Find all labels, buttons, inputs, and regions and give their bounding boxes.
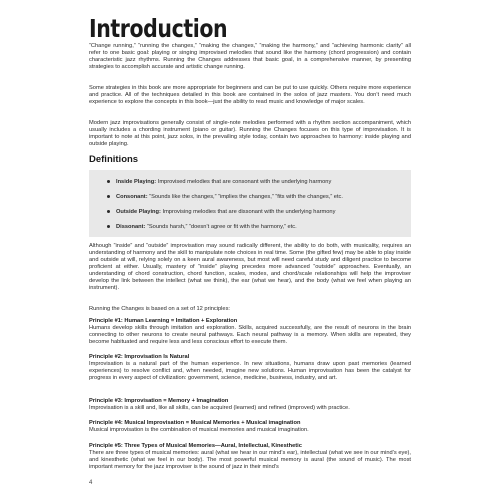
definitions-heading: Definitions xyxy=(89,154,139,165)
principle-heading: Principle #3: Improvisation = Memory + Imagination xyxy=(89,398,229,404)
principle-text: Musical improvisation is the combination of musical memories and musical imagination. xyxy=(89,427,309,434)
principle-text: There are three types of musical memories: aural (what we hear in our mind’s ear), intellectual (what we see in our mind’s eye), and kinesthetic (what we feel in our body). The most powerful musical memory is aural (the sound of music). The most important memory for the jazz improviser is the sound of jazz in their mind’s xyxy=(89,450,411,471)
bullet-icon xyxy=(107,195,110,198)
page-title: Introduction xyxy=(89,14,228,43)
body-paragraph-2 xyxy=(89,306,411,313)
intro-text-3: Modern jazz improvisations generally consist of single-note melodies performed with a rhythm section accompaniment, which usually includes a chording instrument (piano or guitar). Running the Changes focuses on this type of improvisation. It is important to note at this point, jazz solos, in the prevailing style today, contain two approaches to harmony: inside playing and outside playing. xyxy=(89,120,411,148)
principle-text: Humans develop skills through imitation and exploration. Skills, acquired successfully, are the result of neurons in the brain connecting to other neurons to create neural pathways. Each neural pathway is a memory. When skills are repeated, they become habituated and require less and less conscious effort to execute them. xyxy=(89,325,411,346)
principle-2 xyxy=(89,354,411,382)
definition-item: Consonant: “Sounds like the changes,” “implies the changes,” “fits with the changes,” etc. xyxy=(107,194,343,200)
definition-item: Inside Playing: Improvised melodies that are consonant with the underlying harmony xyxy=(107,179,331,185)
intro-paragraph-1 xyxy=(89,43,411,71)
definition-item: Outside Playing: Improvising melodies that are dissonant with the underlying harmony xyxy=(107,209,335,215)
body-text-2: Running the Changes is based on a set of 12 principles: xyxy=(89,306,231,312)
principle-heading: Principle #4: Musical Improvisation = Musical Memories + Musical imagination xyxy=(89,420,301,426)
body-text-1: Although “inside” and “outside” improvisation may sound radically different, the ability to do both, with musicality, requires an understanding of harmony and the skill to manipulate note choices in real time. Some (the gifted few) may be able to play inside and outside at will, relying solely on a keen aural awareness, but most will need careful study and diligent practice to become proficient at either. Usually, mastery of “inside” playing precedes more advanced “outside” approaches. Eventually, an understanding of chord construction, chord function, scales, modes, and chord/scale relationships will help the improviser develop the link between the intellect (what we think), the ear (what we hear), and the body (what we feel when playing an instrument). xyxy=(89,243,411,292)
principle-heading: Principle #2: Improvisation Is Natural xyxy=(89,354,190,360)
principle-1 xyxy=(89,318,411,346)
principle-heading: Principle #1: Human Learning = Imitation + Exploration xyxy=(89,318,238,324)
body-paragraph-1 xyxy=(89,243,411,292)
principle-5 xyxy=(89,443,411,471)
intro-text-2: Some strategies in this book are more appropriate for beginners and can be put to use quickly. Others require more experience and practice. All of the techniques detailed in this book are contained in the solos of jazz masters. You don’t need much experience to explore the concepts in this book—just the ability to read music and knowledge of major scales. xyxy=(89,85,411,106)
intro-paragraph-2 xyxy=(89,85,411,106)
principle-4 xyxy=(89,420,411,434)
definition-item: Dissonant: “Sounds harsh,” “doesn’t agree or fit with the harmony,” etc. xyxy=(107,224,297,230)
intro-paragraph-3 xyxy=(89,120,411,148)
principle-text: Improvisation is a natural part of the human experience. In new situations, humans draw upon past memories (learned experiences) to resolve conflict and, when needed, imagine new solutions. Human improvisation has been the catalyst for progress in every aspect of civilization: government, science, medicine, business, industry, and art. xyxy=(89,361,411,382)
principle-3 xyxy=(89,398,411,412)
bullet-icon xyxy=(107,225,110,228)
page-number: 4 xyxy=(89,480,93,486)
bullet-icon xyxy=(107,210,110,213)
intro-text-1: “Change running,” “running the changes,” “making the changes,” “making the harmony,” and “achieving harmonic clarity” all refer to one basic goal: playing or singing improvised melodies that sound like the harmony (chord progression) and contain characteristic jazz rhythms. Running the Changes addresses that basic goal, in a comprehensive manner, by presenting strategies to accomplish accurate and artistic change running. xyxy=(89,43,411,71)
bullet-icon xyxy=(107,180,110,183)
principle-text: Improvisation is a skill and, like all skills, can be acquired (learned) and refined (improved) with practice. xyxy=(89,405,350,412)
principle-heading: Principle #5: Three Types of Musical Memories—Aural, Intellectual, Kinesthetic xyxy=(89,443,302,449)
